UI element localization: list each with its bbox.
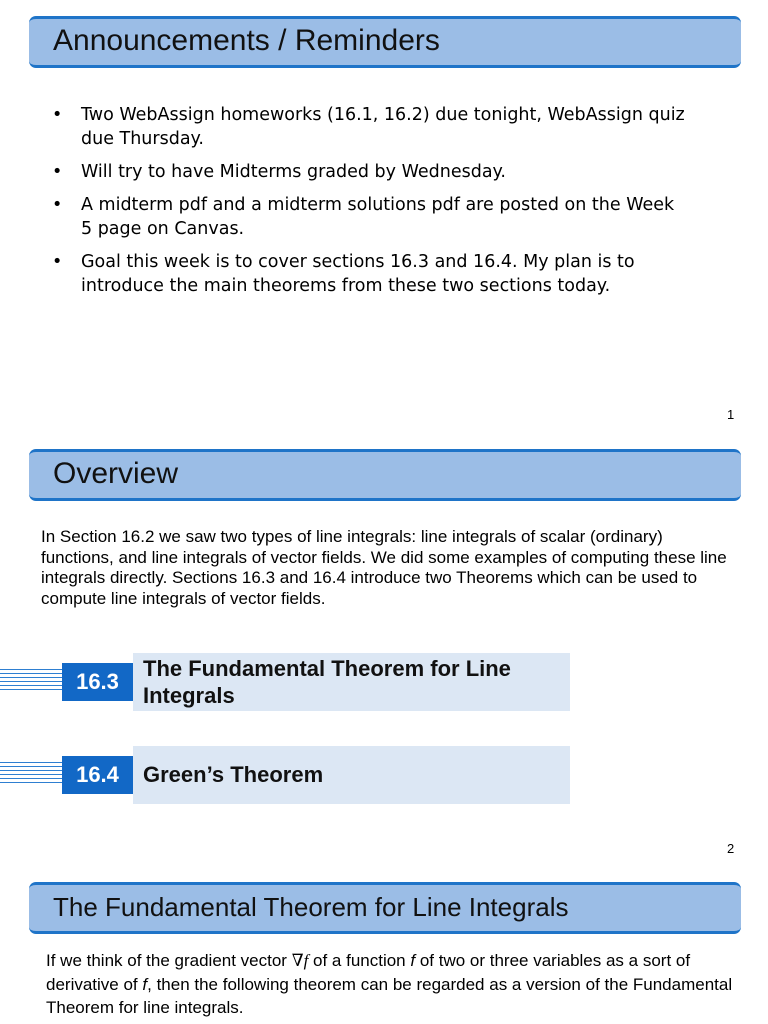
section-title-box: [133, 746, 570, 804]
slide3-intro-paragraph: [46, 949, 736, 1019]
text-span: of a function: [308, 951, 411, 970]
section-title: The Fundamental Theorem for Line Integrals: [143, 656, 511, 708]
section-16-4-row: [0, 746, 570, 804]
bullet-item: • Goal this week is to cover sections 16.3 and 16.4. My plan is to introduce the main theorems from these two sections today.: [50, 250, 690, 298]
slide1-page-number: 1: [727, 407, 735, 422]
slide1-title: Announcements / Reminders: [53, 24, 440, 57]
text-span: of two or three variables as a sort of derivative of: [46, 951, 691, 994]
slide1-title-banner: [29, 16, 741, 68]
slide3-title: The Fundamental Theorem for Line Integrals: [53, 892, 569, 922]
section-title: Green’s Theorem: [143, 762, 324, 787]
slide2-overview-paragraph: In Section 16.2 we saw two types of line integrals: line integrals of scalar (ordinary) functions, and line integrals of vector fields. We did some examples of computing these line integrals directly. Sections 16.3 and 16.4 introduce two Theorems which can be used to compute line integrals of vector fields.: [41, 527, 727, 608]
function-f: f: [303, 951, 309, 970]
text-span: , then the following theorem can be regarded as a version of the Fundamental Theorem for line integrals.: [46, 975, 733, 1017]
slide2-page-number: 2: [727, 841, 735, 856]
section-number-badge: 16.4: [62, 756, 133, 794]
decorative-lines: [0, 762, 64, 786]
slide3-title-banner: [29, 882, 741, 934]
slide1-bullet-list: [50, 103, 690, 307]
function-f: f: [410, 951, 416, 970]
function-f: f: [142, 975, 148, 994]
nabla-symbol: ∇: [291, 951, 304, 971]
section-number-badge: 16.3: [62, 663, 133, 701]
slide2-title: Overview: [53, 457, 179, 490]
text-span: If we think of the gradient vector: [46, 951, 292, 970]
section-16-3-row: [0, 653, 570, 711]
bullet-item: • Two WebAssign homeworks (16.1, 16.2) due tonight, WebAssign quiz due Thursday.: [50, 103, 690, 151]
section-title-box: [133, 653, 570, 711]
decorative-lines: [0, 669, 64, 693]
bullet-item: • A midterm pdf and a midterm solutions pdf are posted on the Week 5 page on Canvas.: [50, 193, 690, 241]
bullet-item: • Will try to have Midterms graded by Wednesday.: [50, 160, 690, 184]
slide2-title-banner: [29, 449, 741, 501]
